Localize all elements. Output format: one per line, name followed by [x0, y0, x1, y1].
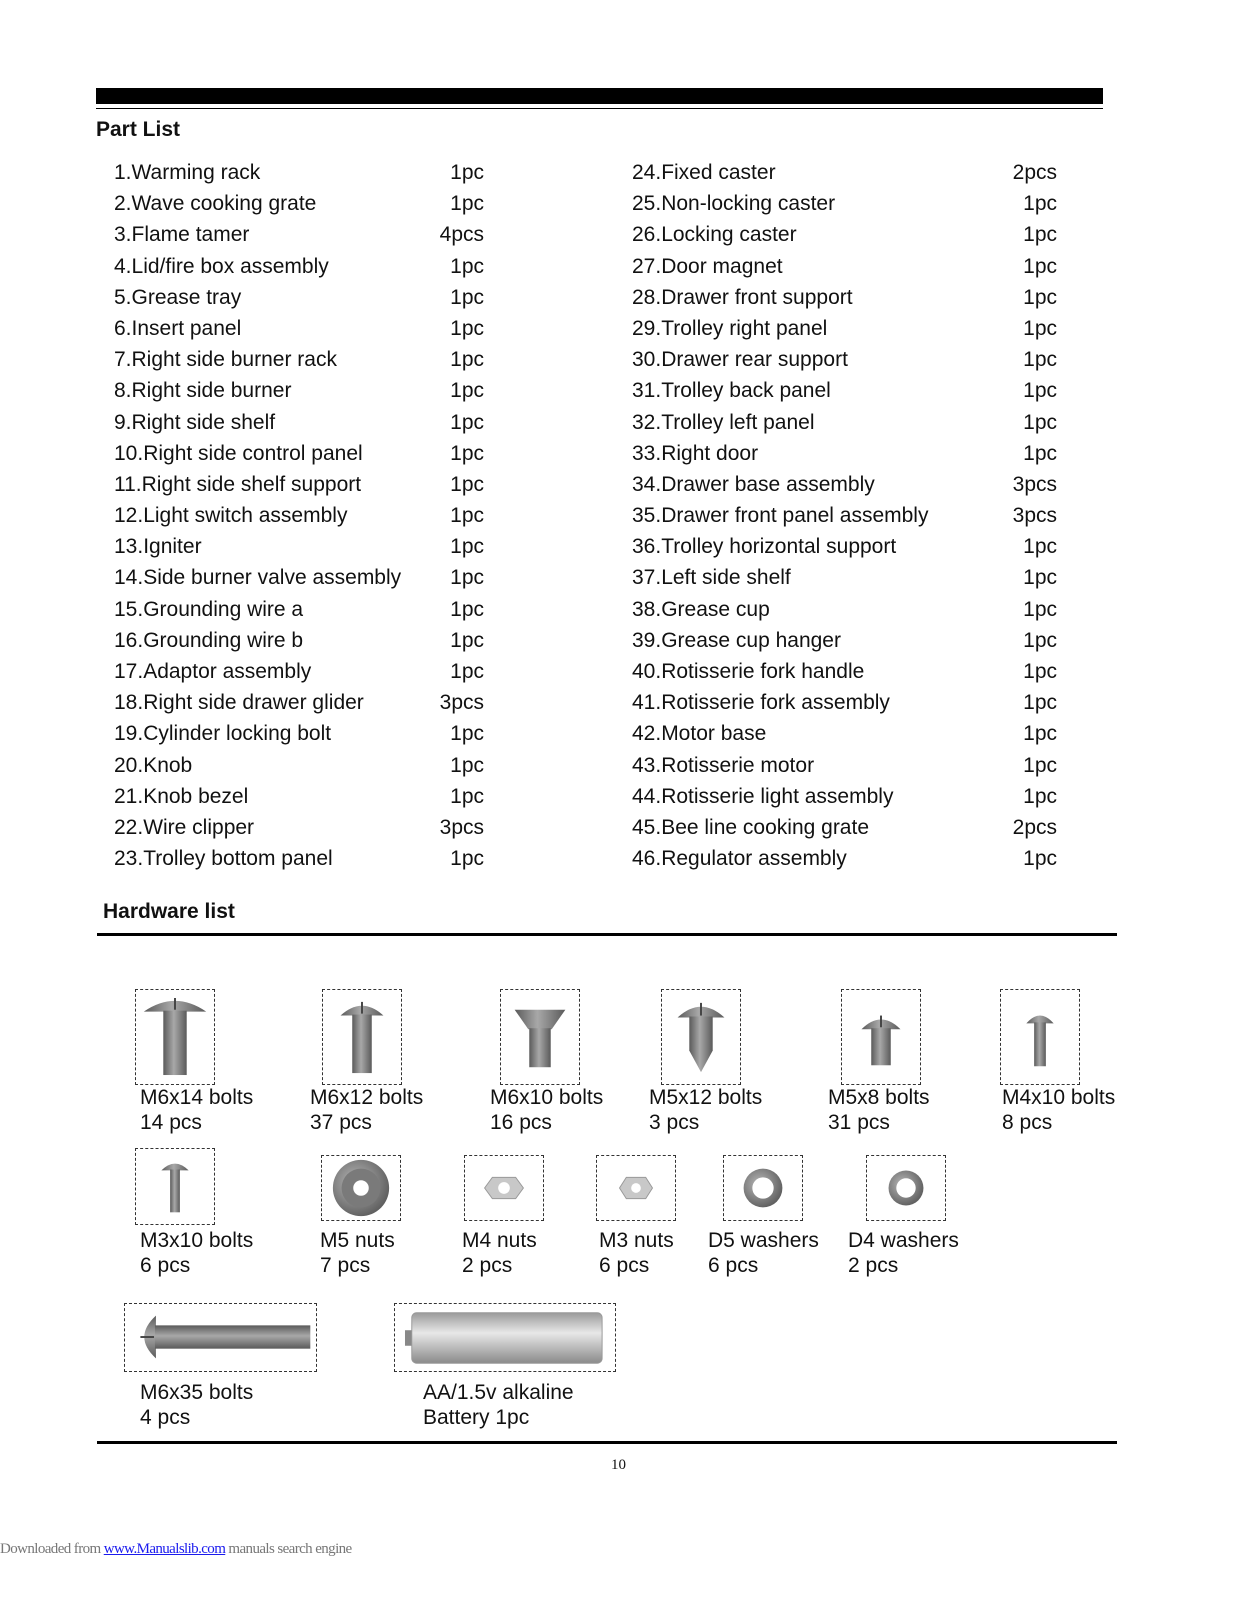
part-quantity: 1pc	[450, 441, 484, 465]
hardware-item: M4 nuts 2 pcs	[462, 1229, 537, 1277]
part-name: 40.Rotisserie fork handle	[632, 660, 865, 683]
part-quantity: 1pc	[450, 316, 484, 340]
part-name: 17.Adaptor assembly	[114, 660, 312, 683]
hardware-item: M6x10 bolts 16 pcs	[490, 1086, 604, 1134]
part-quantity: 1pc	[1023, 847, 1057, 871]
part-name: 24.Fixed caster	[632, 161, 776, 184]
part-quantity: 1pc	[450, 348, 484, 372]
part-name: 33.Right door	[632, 441, 759, 465]
part-list-item	[632, 500, 1082, 531]
hardware-item: M6x14 bolts 14 pcs	[140, 1086, 254, 1134]
part-quantity: 1pc	[1023, 753, 1057, 777]
part-name: 8.Right side burner	[114, 379, 292, 403]
hardware-item: M5x8 bolts 31 pcs	[828, 1086, 930, 1134]
part-list-item	[632, 282, 1082, 313]
part-quantity: 1pc	[1023, 535, 1057, 559]
part-name: 10.Right side control panel	[114, 441, 363, 465]
part-quantity: 1pc	[450, 161, 484, 184]
part-list-item	[632, 531, 1082, 562]
part-list-item	[632, 812, 1082, 843]
part-name: 38.Grease cup	[632, 597, 770, 621]
part-list-item	[114, 531, 514, 562]
part-name: 16.Grounding wire b	[114, 628, 304, 652]
part-list-item	[632, 251, 1082, 282]
part-quantity: 1pc	[450, 410, 484, 434]
m6x10-countersunk-bolt-icon	[500, 989, 580, 1085]
page-number: 10	[611, 1457, 626, 1473]
m5x12-pointed-bolt-icon	[661, 989, 741, 1085]
part-quantity: 1pc	[450, 722, 484, 746]
part-list-item	[114, 407, 514, 438]
hardware-item: D4 washers 2 pcs	[848, 1229, 959, 1277]
part-list-item	[114, 687, 514, 718]
manualslib-link[interactable]: www.Manualslib.com	[103, 1541, 226, 1557]
part-name: 5.Grease tray	[114, 285, 242, 309]
part-list-item	[632, 407, 1082, 438]
part-list-item	[632, 687, 1082, 718]
part-list-item	[114, 625, 514, 656]
part-name: 42.Motor base	[632, 722, 767, 746]
part-list-item	[114, 718, 514, 749]
hardware-item: M5 nuts 7 pcs	[320, 1229, 395, 1277]
part-name: 31.Trolley back panel	[632, 379, 831, 403]
footer-suffix: manuals search engine	[225, 1541, 352, 1557]
part-quantity: 1pc	[1023, 566, 1057, 590]
m4-hex-nut-icon	[464, 1155, 544, 1221]
part-quantity: 1pc	[1023, 223, 1057, 247]
part-list-item	[114, 843, 514, 874]
part-quantity: 4pcs	[439, 223, 484, 247]
part-quantity: 1pc	[1023, 316, 1057, 340]
hardware-top-rule	[97, 933, 1117, 936]
part-quantity: 1pc	[450, 535, 484, 559]
part-name: 27.Door magnet	[632, 254, 783, 278]
m6x35-long-bolt-icon	[124, 1303, 317, 1372]
part-list-item	[632, 375, 1082, 406]
d5-washer-icon	[723, 1155, 803, 1221]
part-list-item	[114, 219, 514, 250]
part-name: 45.Bee line cooking grate	[632, 815, 869, 839]
part-list-item	[632, 562, 1082, 593]
part-quantity: 1pc	[1023, 441, 1057, 465]
part-list-item	[114, 157, 514, 188]
download-footer	[0, 1541, 352, 1558]
part-quantity: 1pc	[1023, 784, 1057, 808]
part-list-item	[114, 562, 514, 593]
header-rule	[96, 108, 1103, 109]
part-list-item	[114, 375, 514, 406]
part-name: 23.Trolley bottom panel	[114, 847, 333, 871]
hardware-list-title: Hardware list	[103, 900, 235, 923]
part-name: 41.Rotisserie fork assembly	[632, 691, 890, 715]
hardware-bottom-rule	[97, 1441, 1117, 1444]
part-quantity: 1pc	[1023, 722, 1057, 746]
part-list-item	[632, 469, 1082, 500]
part-name: 29.Trolley right panel	[632, 316, 828, 340]
part-list-item	[632, 157, 1082, 188]
part-list-item	[632, 219, 1082, 250]
part-name: 32.Trolley left panel	[632, 410, 815, 434]
part-quantity: 1pc	[450, 504, 484, 528]
part-name: 15.Grounding wire a	[114, 597, 304, 621]
part-name: 9.Right side shelf	[114, 410, 276, 434]
part-list-item	[114, 282, 514, 313]
part-list-item	[632, 625, 1082, 656]
part-name: 46.Regulator assembly	[632, 847, 847, 871]
m3-hex-nut-icon	[596, 1155, 676, 1221]
part-quantity: 1pc	[1023, 691, 1057, 715]
part-list-item	[632, 781, 1082, 812]
part-name: 21.Knob bezel	[114, 784, 249, 808]
part-list-item	[114, 656, 514, 687]
part-list-item	[114, 781, 514, 812]
part-quantity: 2pcs	[1012, 815, 1057, 839]
part-quantity: 1pc	[450, 192, 484, 216]
hardware-item: AA/1.5v alkaline Battery 1pc	[423, 1381, 574, 1429]
part-quantity: 1pc	[450, 784, 484, 808]
part-list-item	[114, 438, 514, 469]
part-name: 39.Grease cup hanger	[632, 628, 841, 652]
part-quantity: 3pcs	[439, 815, 484, 839]
part-name: 13.Igniter	[114, 535, 202, 559]
hardware-item: M3 nuts 6 pcs	[599, 1229, 674, 1277]
hardware-item: M6x12 bolts 37 pcs	[310, 1086, 424, 1134]
hardware-item: M4x10 bolts 8 pcs	[1002, 1086, 1116, 1134]
part-list-item	[114, 251, 514, 282]
part-quantity: 1pc	[1023, 660, 1057, 683]
part-name: 12.Light switch assembly	[114, 504, 348, 528]
part-quantity: 3pcs	[439, 691, 484, 715]
part-quantity: 1pc	[450, 660, 484, 683]
part-list-item	[632, 344, 1082, 375]
part-name: 36.Trolley horizontal support	[632, 535, 897, 559]
part-name: 22.Wire clipper	[114, 815, 255, 839]
part-list-item	[632, 438, 1082, 469]
part-quantity: 1pc	[450, 566, 484, 590]
part-name: 4.Lid/fire box assembly	[114, 254, 329, 278]
m4x10-bolt-icon	[1000, 989, 1080, 1085]
part-name: 7.Right side burner rack	[114, 348, 337, 372]
part-quantity: 1pc	[1023, 285, 1057, 309]
part-list-item	[632, 718, 1082, 749]
part-quantity: 1pc	[1023, 379, 1057, 403]
part-name: 44.Rotisserie light assembly	[632, 784, 894, 808]
part-name: 19.Cylinder locking bolt	[114, 722, 332, 746]
hardware-item: D5 washers 6 pcs	[708, 1229, 819, 1277]
part-quantity: 1pc	[450, 847, 484, 871]
part-quantity: 1pc	[450, 628, 484, 652]
part-name: 6.Insert panel	[114, 316, 242, 340]
part-list-right-column	[632, 157, 1082, 874]
part-name: 43.Rotisserie motor	[632, 753, 815, 777]
part-list-item	[114, 594, 514, 625]
part-name: 35.Drawer front panel assembly	[632, 504, 929, 528]
part-name: 2.Wave cooking grate	[114, 192, 317, 216]
part-name: 34.Drawer base assembly	[632, 472, 875, 496]
part-name: 18.Right side drawer glider	[114, 691, 364, 715]
m6x12-bolt-icon	[322, 989, 402, 1085]
part-list-item	[632, 750, 1082, 781]
part-quantity: 1pc	[1023, 254, 1057, 278]
part-name: 37.Left side shelf	[632, 566, 791, 590]
part-list-item	[632, 313, 1082, 344]
part-quantity: 1pc	[1023, 192, 1057, 216]
part-quantity: 3pcs	[1012, 504, 1057, 528]
part-name: 25.Non-locking caster	[632, 192, 836, 216]
part-list-item	[114, 750, 514, 781]
part-list-item	[114, 812, 514, 843]
m6x14-bolt-icon	[135, 989, 215, 1085]
part-quantity: 1pc	[450, 254, 484, 278]
m3x10-bolt-icon	[135, 1148, 215, 1225]
part-name: 30.Drawer rear support	[632, 348, 848, 372]
part-name: 20.Knob	[114, 753, 193, 777]
part-quantity: 1pc	[450, 379, 484, 403]
part-list-item	[114, 500, 514, 531]
part-list-item	[632, 843, 1082, 874]
part-list-item	[114, 469, 514, 500]
part-quantity: 2pcs	[1012, 161, 1057, 184]
part-name: 1.Warming rack	[114, 161, 261, 184]
part-name: 28.Drawer front support	[632, 285, 853, 309]
hardware-item: M6x35 bolts 4 pcs	[140, 1381, 254, 1429]
part-list-item	[114, 188, 514, 219]
part-quantity: 1pc	[1023, 597, 1057, 621]
part-quantity: 3pcs	[1012, 472, 1057, 496]
part-name: 11.Right side shelf support	[114, 472, 362, 496]
part-list-item	[632, 656, 1082, 687]
part-quantity: 1pc	[450, 472, 484, 496]
part-quantity: 1pc	[1023, 628, 1057, 652]
part-quantity: 1pc	[1023, 410, 1057, 434]
part-quantity: 1pc	[450, 597, 484, 621]
m5-flange-nut-icon	[321, 1155, 401, 1221]
m5x8-bolt-icon	[841, 989, 921, 1085]
part-name: 14.Side burner valve assembly	[114, 566, 402, 590]
hardware-item: M5x12 bolts 3 pcs	[649, 1086, 763, 1134]
d4-washer-icon	[866, 1155, 946, 1221]
header-bar	[96, 88, 1103, 104]
hardware-item: M3x10 bolts 6 pcs	[140, 1229, 254, 1277]
aa-battery-icon	[394, 1303, 616, 1372]
part-list-item	[114, 344, 514, 375]
part-list-title: Part List	[96, 118, 181, 141]
part-name: 26.Locking caster	[632, 223, 797, 247]
part-quantity: 1pc	[450, 285, 484, 309]
part-quantity: 1pc	[450, 753, 484, 777]
part-list-left-column	[114, 157, 514, 874]
part-list-item	[632, 188, 1082, 219]
part-list-item	[632, 594, 1082, 625]
part-name: 3.Flame tamer	[114, 223, 250, 247]
footer-prefix: Downloaded from	[0, 1541, 104, 1557]
part-quantity: 1pc	[1023, 348, 1057, 372]
part-list-item	[114, 313, 514, 344]
